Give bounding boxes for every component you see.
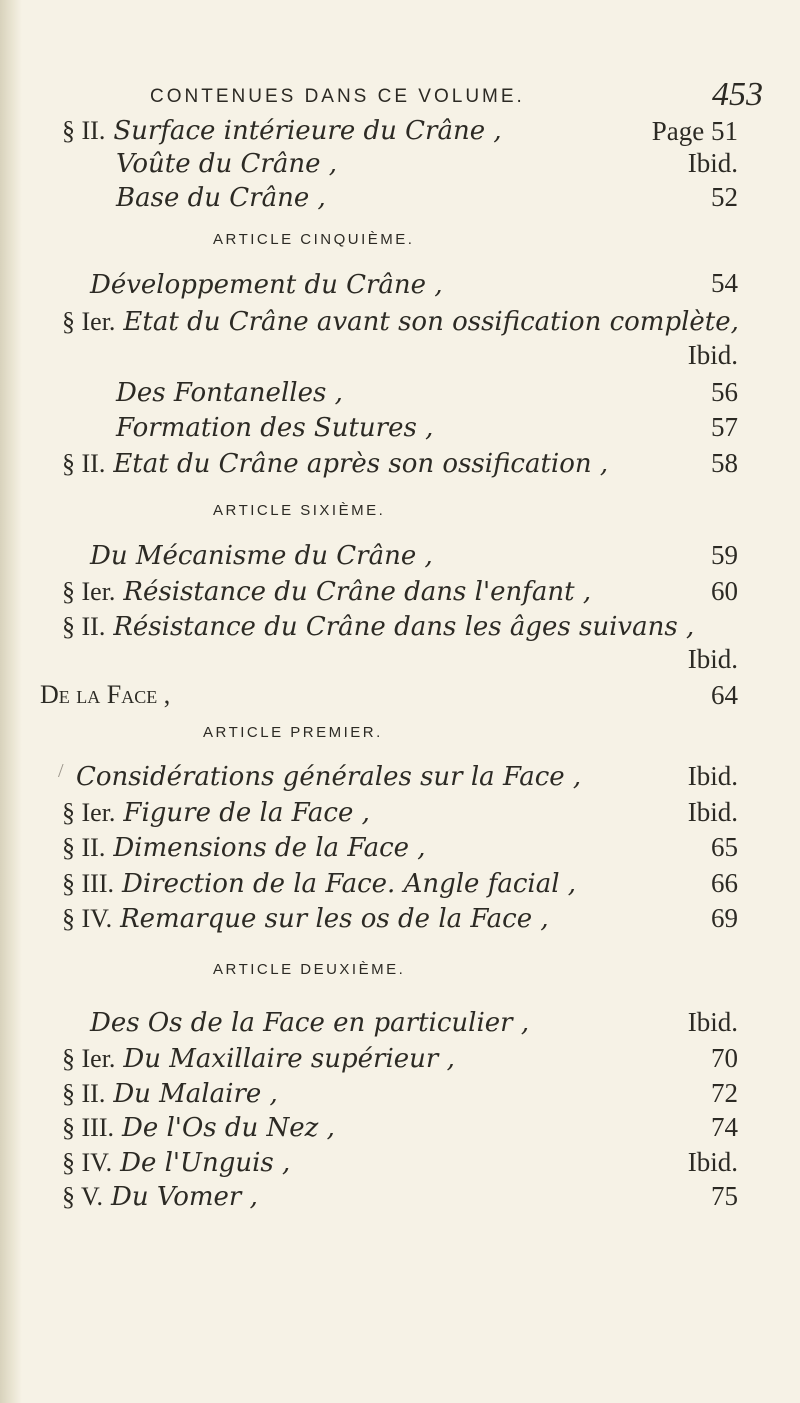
entry-title: Résistance du Crâne dans les âges suivans , bbox=[113, 612, 695, 642]
page-reference: 64 bbox=[711, 680, 738, 710]
page-reference: 58 bbox=[711, 448, 738, 478]
entry-title: Direction de la Face. Angle facial , bbox=[121, 869, 577, 899]
page-reference: 69 bbox=[711, 903, 738, 933]
toc-entry bbox=[62, 833, 426, 863]
running-header-title: CONTENUES DANS CE VOLUME. bbox=[150, 86, 525, 107]
section-marker: § IV. bbox=[62, 1148, 113, 1177]
section-marker: § II. bbox=[62, 449, 106, 478]
page-reference: 52 bbox=[711, 182, 738, 212]
entry-title: Du Mécanisme du Crâne , bbox=[90, 541, 433, 571]
page-reference: 59 bbox=[711, 540, 738, 570]
toc-entry bbox=[62, 1182, 258, 1212]
toc-entry bbox=[62, 116, 502, 146]
entry-title: De l'Unguis , bbox=[120, 1148, 291, 1178]
page-reference: 65 bbox=[711, 832, 738, 862]
entry-title: Dimensions de la Face , bbox=[113, 833, 426, 863]
toc-entry bbox=[62, 1079, 278, 1109]
entry-title: Résistance du Crâne dans l'enfant , bbox=[123, 577, 592, 607]
section-marker: § Ier. bbox=[62, 577, 116, 606]
section-marker: § II. bbox=[62, 116, 106, 145]
toc-entry bbox=[62, 307, 739, 337]
entry-title: Figure de la Face , bbox=[123, 798, 370, 828]
page-reference: Ibid. bbox=[687, 1147, 738, 1177]
article-heading: ARTICLE SIXIÈME. bbox=[213, 502, 386, 519]
entry-title: Base du Crâne , bbox=[116, 183, 326, 213]
entry-title: Développement du Crâne , bbox=[90, 270, 443, 300]
entry-title: Etat du Crâne avant son ossification complète, bbox=[123, 307, 739, 337]
page-reference: Ibid. bbox=[687, 340, 738, 370]
toc-entry bbox=[62, 1148, 290, 1178]
part-title: De la Face , bbox=[40, 680, 171, 709]
toc-entry bbox=[62, 904, 549, 934]
page-number: 453 bbox=[712, 76, 763, 113]
page-reference: Ibid. bbox=[687, 797, 738, 827]
entry-title: Voûte du Crâne , bbox=[116, 149, 338, 179]
section-marker: § Ier. bbox=[62, 307, 116, 336]
toc-entry bbox=[62, 449, 608, 479]
section-marker: § II. bbox=[62, 833, 106, 862]
article-heading: ARTICLE PREMIER. bbox=[203, 724, 383, 741]
entry-title: De l'Os du Nez , bbox=[121, 1113, 335, 1143]
section-marker: § Ier. bbox=[62, 798, 116, 827]
page-reference: 56 bbox=[711, 377, 738, 407]
toc-entry bbox=[62, 869, 576, 899]
page-reference: 54 bbox=[711, 268, 738, 298]
entry-title: Du Vomer , bbox=[110, 1182, 258, 1212]
page-reference: Ibid. bbox=[687, 761, 738, 791]
entry-title: Surface intérieure du Crâne , bbox=[113, 116, 502, 146]
page-reference: 70 bbox=[711, 1043, 738, 1073]
section-marker: § II. bbox=[62, 1079, 106, 1108]
page-reference: 66 bbox=[711, 868, 738, 898]
entry-title: Des Fontanelles , bbox=[116, 378, 343, 408]
page-reference: 60 bbox=[711, 576, 738, 606]
page-reference: Ibid. bbox=[687, 1007, 738, 1037]
section-marker: § III. bbox=[62, 869, 114, 898]
page-reference: 74 bbox=[711, 1112, 738, 1142]
section-marker: § V. bbox=[62, 1182, 103, 1211]
entry-title: Formation des Sutures , bbox=[116, 413, 434, 443]
toc-entry bbox=[62, 612, 694, 642]
entry-title: Remarque sur les os de la Face , bbox=[120, 904, 549, 934]
page-reference: Ibid. bbox=[687, 644, 738, 674]
page-reference: 75 bbox=[711, 1181, 738, 1211]
article-heading: ARTICLE DEUXIÈME. bbox=[213, 961, 406, 978]
page-gutter-shadow bbox=[0, 0, 22, 1403]
section-marker: § II. bbox=[62, 612, 106, 641]
toc-entry bbox=[62, 577, 591, 607]
section-marker: § Ier. bbox=[62, 1044, 116, 1073]
section-marker: § III. bbox=[62, 1113, 114, 1142]
stray-pencil-mark: / bbox=[58, 760, 64, 782]
article-heading: ARTICLE CINQUIÈME. bbox=[213, 231, 415, 248]
page-reference: 57 bbox=[711, 412, 738, 442]
page-reference: 72 bbox=[711, 1078, 738, 1108]
page-reference: Page 51 bbox=[651, 116, 738, 146]
toc-entry bbox=[62, 1044, 455, 1074]
entry-title: Des Os de la Face en particulier , bbox=[90, 1008, 530, 1038]
toc-entry bbox=[62, 1113, 335, 1143]
section-marker: § IV. bbox=[62, 904, 113, 933]
entry-title: Du Maxillaire supérieur , bbox=[123, 1044, 455, 1074]
entry-title: Etat du Crâne après son ossification , bbox=[113, 449, 609, 479]
page-reference: Ibid. bbox=[687, 148, 738, 178]
toc-entry bbox=[62, 798, 370, 828]
entry-title: Considérations générales sur la Face , bbox=[76, 762, 582, 792]
entry-title: Du Malaire , bbox=[113, 1079, 278, 1109]
